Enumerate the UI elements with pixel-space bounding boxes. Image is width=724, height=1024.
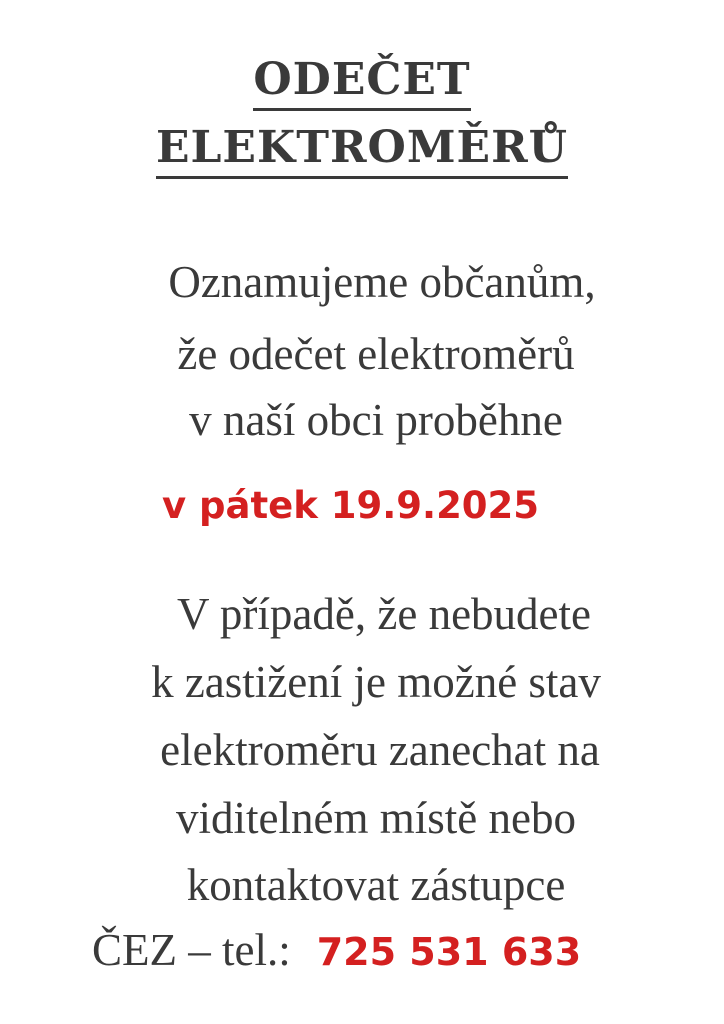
- intro-line-2: že odečet elektroměrů: [177, 329, 575, 379]
- reading-date: v pátek 19.9.2025: [162, 484, 540, 527]
- notice-title-text-2: ELEKTROMĚRŮ: [156, 126, 568, 179]
- body-line-1: V případě, že nebudete: [177, 589, 591, 639]
- contact-line: [92, 925, 582, 975]
- intro-line-3: v naší obci proběhne: [189, 395, 563, 445]
- notice-title-text-1: ODEČET: [253, 58, 470, 111]
- body-line-5: kontaktovat zástupce: [186, 860, 566, 910]
- intro-line-1: Oznamujeme občanům,: [168, 257, 596, 307]
- contact-prefix: ČEZ – tel.:: [92, 925, 291, 975]
- phone-number: 725 531 633: [316, 930, 582, 974]
- notice-title-line-2: [0, 122, 724, 179]
- body-line-2: k zastižení je možné stav: [151, 657, 601, 707]
- notice-title-line-1: [0, 54, 724, 111]
- body-line-4: viditelném místě nebo: [176, 793, 576, 843]
- body-line-3: elektroměru zanechat na: [160, 725, 600, 775]
